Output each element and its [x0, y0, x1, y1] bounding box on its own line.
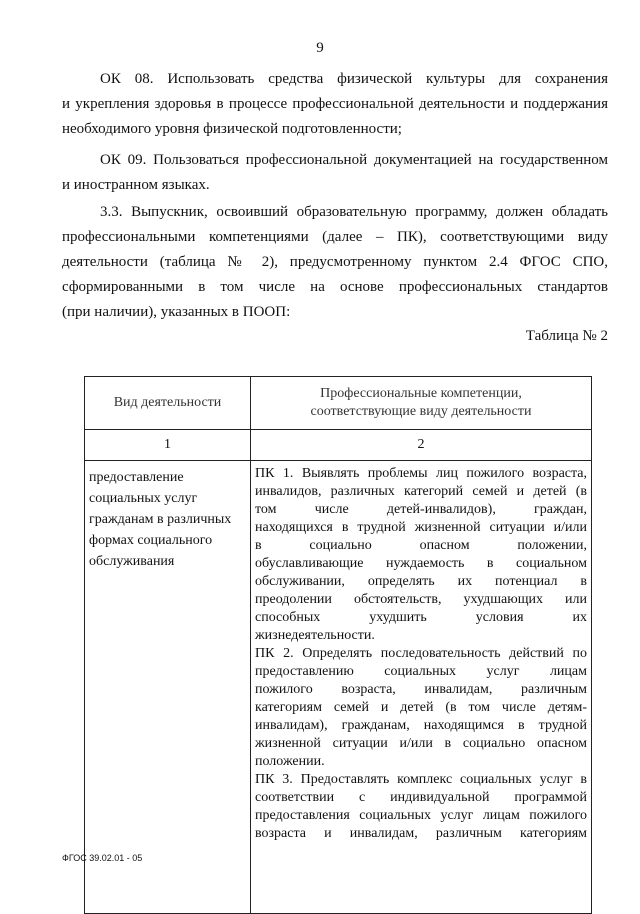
text-line: ОК 09. Пользоваться профессиональной документацией на государственном	[100, 152, 608, 168]
header-activity-label: Вид деятельности	[113, 395, 222, 410]
competency-line: обуславливающие нуждаемость в социальном	[255, 556, 587, 571]
competency-line: ПК 1. Выявлять проблемы лиц пожилого возраста,	[255, 466, 587, 481]
text-line: 3.3. Выпускник, освоивший образовательную программу, должен обладать	[100, 204, 608, 220]
header-competencies	[251, 377, 592, 430]
text-line: деятельности (таблица № 2), предусмотренному пунктом 2.4 ФГОС СПО,	[62, 254, 608, 270]
competency-line: обслуживании, определять их потенциал в	[255, 574, 587, 589]
competency-line: том числе детей-инвалидов), граждан,	[255, 502, 587, 517]
page-number: 9	[316, 40, 324, 56]
competency-line: предоставлению социальных услуг лицам	[255, 664, 587, 679]
competency-line: предоставления социальных услуг лицам пожилого	[255, 808, 587, 823]
column-number-2: 2	[251, 430, 592, 461]
table-number-row	[85, 430, 592, 461]
text-line: профессиональными компетенциями (далее – ПК), соответствующими виду	[62, 229, 608, 245]
competency-line: находящихся в трудной жизненной ситуации и/или	[255, 520, 587, 535]
activity-line: предоставление	[89, 470, 184, 485]
competency-line: соответствии с индивидуальной программой	[255, 790, 587, 805]
competency-line: ПК 2. Определять последовательность действий по	[255, 646, 587, 661]
table-caption: Таблица № 2	[525, 328, 608, 344]
competency-line: преодолении обстоятельств, ухудшающих или	[255, 592, 587, 607]
competency-line: категориям семей и детей (в том числе детям-	[255, 700, 587, 715]
text-line: необходимого уровня физической подготовленности;	[62, 121, 402, 137]
column-number-1: 1	[85, 430, 251, 461]
paragraph-ok08	[62, 67, 608, 142]
header-competencies-line: Профессиональные компетенции,	[320, 386, 522, 401]
activity-line: социальных услуг	[89, 491, 198, 506]
activity-cell	[85, 461, 251, 914]
table-header-row	[85, 377, 592, 430]
text-line: и укрепления здоровья в процессе профессиональной деятельности и поддержания	[62, 96, 608, 112]
text-line: сформированными в том числе на основе профессиональных стандартов	[62, 279, 608, 295]
competency-line: жизненной ситуации и/или в социально опасном	[255, 736, 587, 751]
competency-line: пожилого возраста, инвалидам, различным	[255, 682, 587, 697]
text-line: и иностранном языках.	[62, 177, 210, 193]
activity-line: обслуживания	[89, 554, 175, 569]
activity-line: формах социального	[89, 533, 213, 548]
competency-line: ПК 3. Предоставлять комплекс социальных услуг в	[255, 772, 587, 787]
competency-line: возраста и инвалидам, различным категориям	[255, 826, 587, 841]
competency-line: положении.	[255, 754, 325, 769]
competency-line: инвалидов, различных категорий семей и детей (в	[255, 484, 587, 499]
table-row	[85, 461, 592, 914]
competency-line: способных ухудшить условия их	[255, 610, 587, 625]
competency-line: в социально опасном положении,	[255, 538, 587, 553]
paragraph-3-3	[62, 200, 608, 325]
competency-table	[84, 376, 592, 914]
header-activity	[85, 377, 251, 430]
competencies-cell	[251, 461, 592, 914]
paragraph-ok09	[62, 148, 608, 198]
activity-line: гражданам в различных	[89, 512, 232, 527]
text-line: ОК 08. Использовать средства физической культуры для сохранения	[100, 71, 608, 87]
competency-line: инвалидам), гражданам, находящимся в трудной	[255, 718, 587, 733]
text-line: (при наличии), указанных в ПООП:	[62, 304, 291, 320]
document-code-footer: ФГОС 39.02.01 - 05	[62, 853, 143, 863]
competency-line: жизнедеятельности.	[255, 628, 375, 643]
header-competencies-line: соответствующие виду деятельности	[310, 404, 532, 419]
